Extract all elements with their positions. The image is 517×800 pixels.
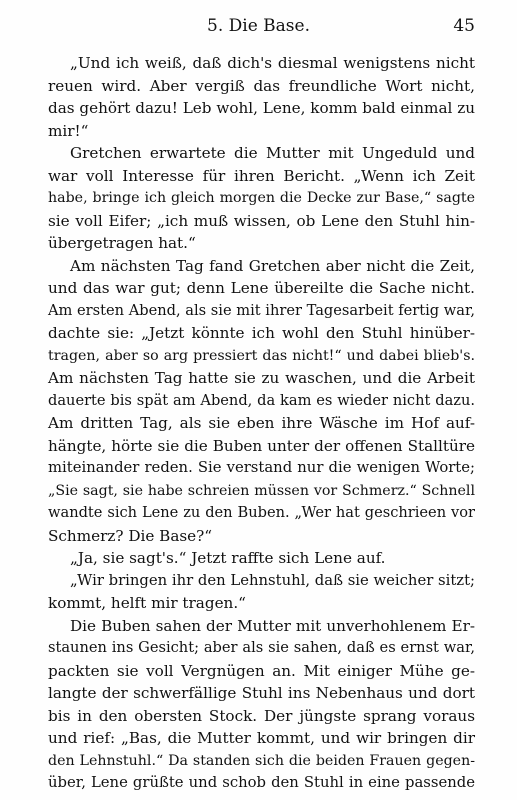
text-line: und das war gut; denn Lene übereilte die Sache nicht. (48, 279, 475, 297)
text-line: kommt, helft mir tragen.“ (48, 594, 246, 612)
chapter-title: 5. Die Base. (207, 16, 310, 36)
text-line: übergetragen hat.“ (48, 234, 196, 252)
text-line: „Wir bringen ihr den Lehnstuhl, daß sie weicher sitzt; (70, 571, 475, 589)
text-line: packten sie voll Vergnügen an. Mit einiger Mühe ge- (48, 661, 475, 680)
text-line: miteinander reden. Sie verstand nur die wenigen Worte; (48, 459, 475, 476)
text-line: dauerte bis spät am Abend, da kam es wieder nicht dazu. (48, 391, 475, 409)
text-line: Am nächsten Tag fand Gretchen aber nicht die Zeit, (70, 256, 475, 275)
text-line: Schmerz? Die Base?“ (48, 526, 213, 545)
text-line: war voll Interesse für ihren Bericht. „Wenn ich Zeit (48, 166, 475, 185)
text-line: sie voll Eifer; „ich muß wissen, ob Lene den Stuhl hin- (48, 211, 475, 230)
text-line: „Ja, sie sagt's.“ Jetzt raffte sich Lene auf. (70, 549, 386, 567)
page-number: 45 (453, 16, 475, 36)
text-line: staunen ins Gesicht; aber als sie sahen, daß es ernst war, (48, 639, 475, 656)
text-line: den Lehnstuhl.“ Da standen sich die beiden Frauen gegen- (48, 752, 475, 769)
text-line: langte der schwerfällige Stuhl ins Nebenhaus und dort (48, 684, 475, 702)
text-line: Die Buben sahen der Mutter mit unverhohlenem Er- (70, 616, 475, 635)
text-line: wandte sich Lene zu den Buben. „Wer hat geschrieen vor (48, 504, 475, 521)
text-line: und rief: „Bas, die Mutter kommt, und wir bringen dir (48, 729, 475, 747)
text-line: das gehört dazu! Leb wohl, Lene, komm bald einmal zu (48, 99, 475, 117)
text-line: „Sie sagt, sie habe schreien müssen vor Schmerz.“ Schnell (48, 482, 475, 499)
text-line: „Und ich weiß, daß dich's diesmal wenigstens nicht (70, 54, 475, 72)
text-line: habe, bringe ich gleich morgen die Decke zur Base,“ sagte (48, 190, 475, 206)
text-line: hängte, hörte sie die Buben unter der offenen Stalltüre (48, 436, 475, 455)
text-line: bis in den obersten Stock. Der jüngste sprang voraus (48, 706, 475, 725)
text-line: Am dritten Tag, als sie eben ihre Wäsche im Hof auf- (48, 414, 475, 432)
body-text (48, 52, 475, 795)
text-line: Gretchen erwartete die Mutter mit Ungeduld und (70, 144, 475, 162)
text-line: Am nächsten Tag hatte sie zu waschen, und die Arbeit (48, 369, 475, 387)
text-line: tragen, aber so arg pressiert das nicht!“ und dabei blieb's. (48, 347, 475, 364)
text-line: dachte sie: „Jetzt könnte ich wohl den Stuhl hinüber- (48, 324, 475, 342)
page-header (0, 16, 517, 40)
text-line: mir!“ (48, 121, 89, 140)
text-line: über, Lene grüßte und schob den Stuhl in eine passende (48, 774, 475, 791)
text-line: reuen wird. Aber vergiß das freundliche Wort nicht, (48, 76, 475, 95)
text-line: Am ersten Abend, als sie mit ihrer Tagesarbeit fertig war, (48, 301, 475, 319)
